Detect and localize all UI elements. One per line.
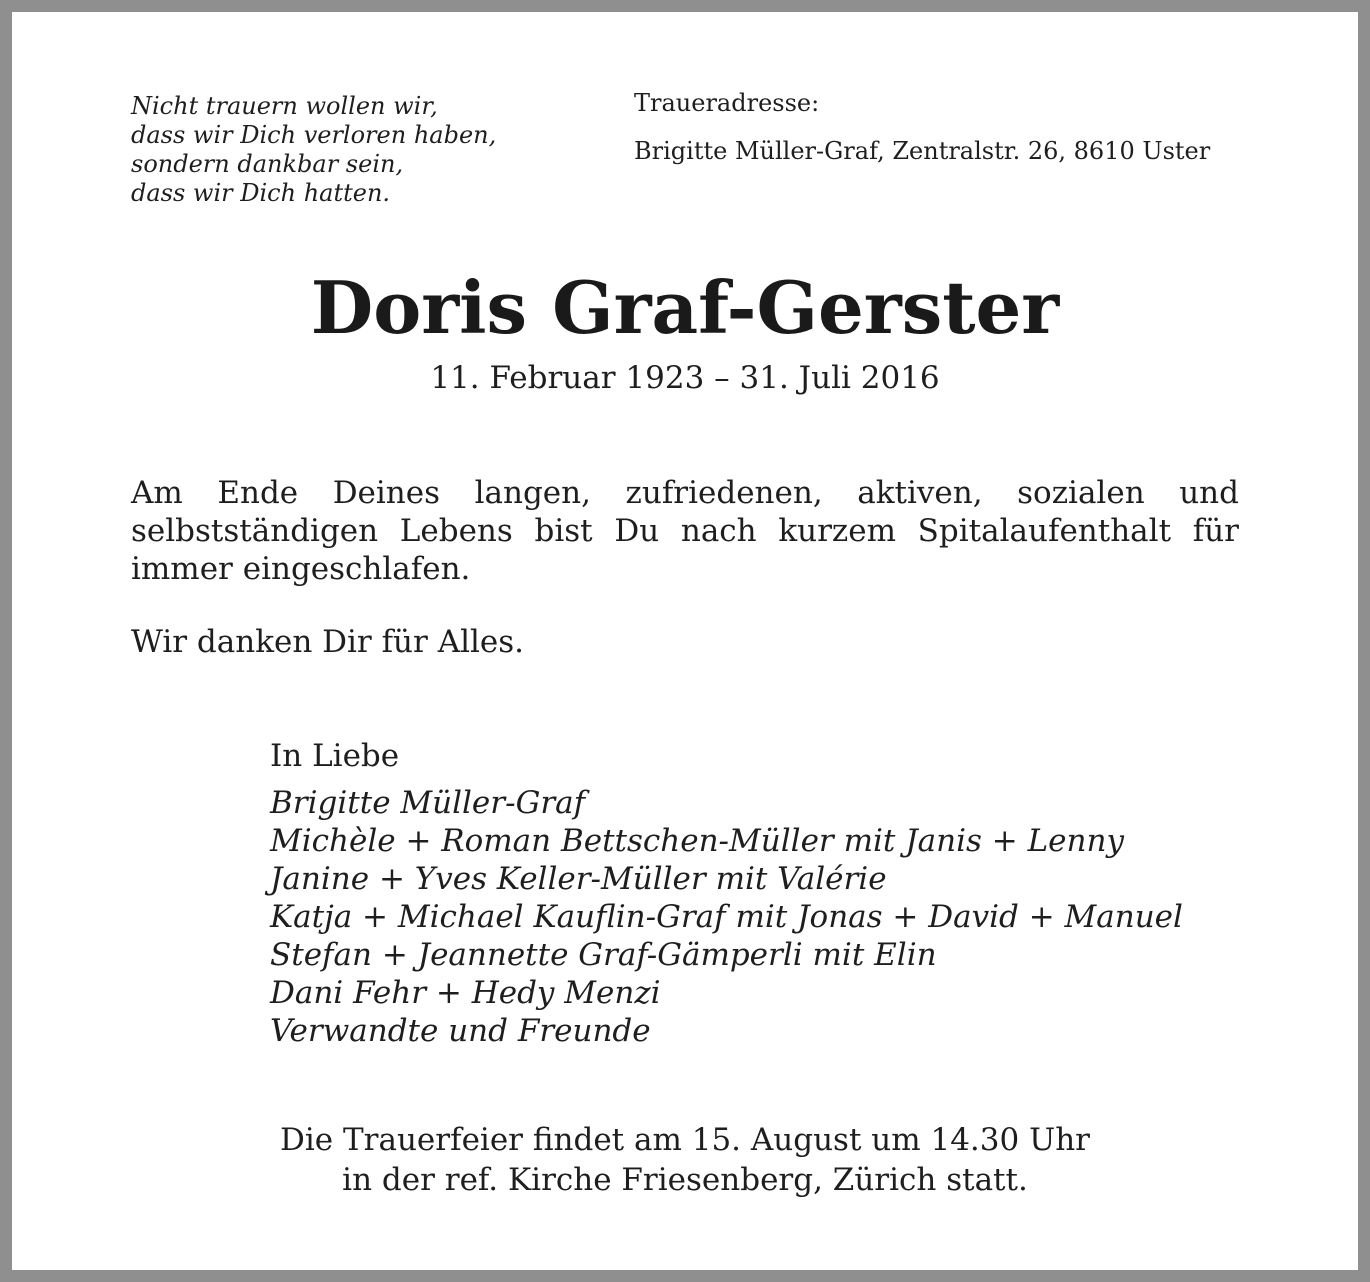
thanks-line: Wir danken Dir für Alles. [131, 624, 525, 660]
mourner-line: Dani Fehr + Hedy Menzi [270, 975, 661, 1011]
poem [131, 92, 551, 208]
mourner-line: Stefan + Jeannette Graf-Gämperli mit Elin [270, 937, 937, 973]
service-line: in der ref. Kirche Friesenberg, Zürich statt. [342, 1162, 1028, 1198]
address-label: Traueradresse: [634, 89, 820, 117]
service-line: Die Trauerfeier findet am 15. August um 14.30 Uhr [280, 1122, 1090, 1158]
in-love-intro: In Liebe [270, 738, 400, 774]
poem-line: sondern dankbar sein, [131, 150, 404, 178]
poem-line: Nicht trauern wollen wir, [131, 92, 438, 120]
deceased-name: Doris Graf-Gerster [310, 265, 1060, 350]
poem-line: dass wir Dich hatten. [131, 179, 391, 207]
obituary-page [12, 12, 1358, 1270]
mourner-line: Katja + Michael Kauflin-Graf mit Jonas + David + Manuel [270, 899, 1183, 935]
mourner-line: Brigitte Müller-Graf [270, 785, 586, 821]
mourning-address: Brigitte Müller-Graf, Zentralstr. 26, 8610 Uster [634, 137, 1211, 165]
mourners-list [270, 784, 1183, 1050]
message-paragraph: Am Ende Deines langen, zufriedenen, aktiven, sozialen und selbstständigen Lebens bist Du nach kurzem Spitalaufenthalt für immer eingeschlafen. [131, 475, 1239, 587]
mourner-line: Verwandte und Freunde [270, 1013, 651, 1049]
funeral-service-info [12, 1120, 1358, 1200]
life-dates: 11. Februar 1923 – 31. Juli 2016 [430, 360, 940, 396]
poem-line: dass wir Dich verloren haben, [131, 121, 497, 149]
mourner-line: Janine + Yves Keller-Müller mit Valérie [270, 861, 887, 897]
mourner-line: Michèle + Roman Bettschen-Müller mit Janis + Lenny [270, 823, 1124, 859]
